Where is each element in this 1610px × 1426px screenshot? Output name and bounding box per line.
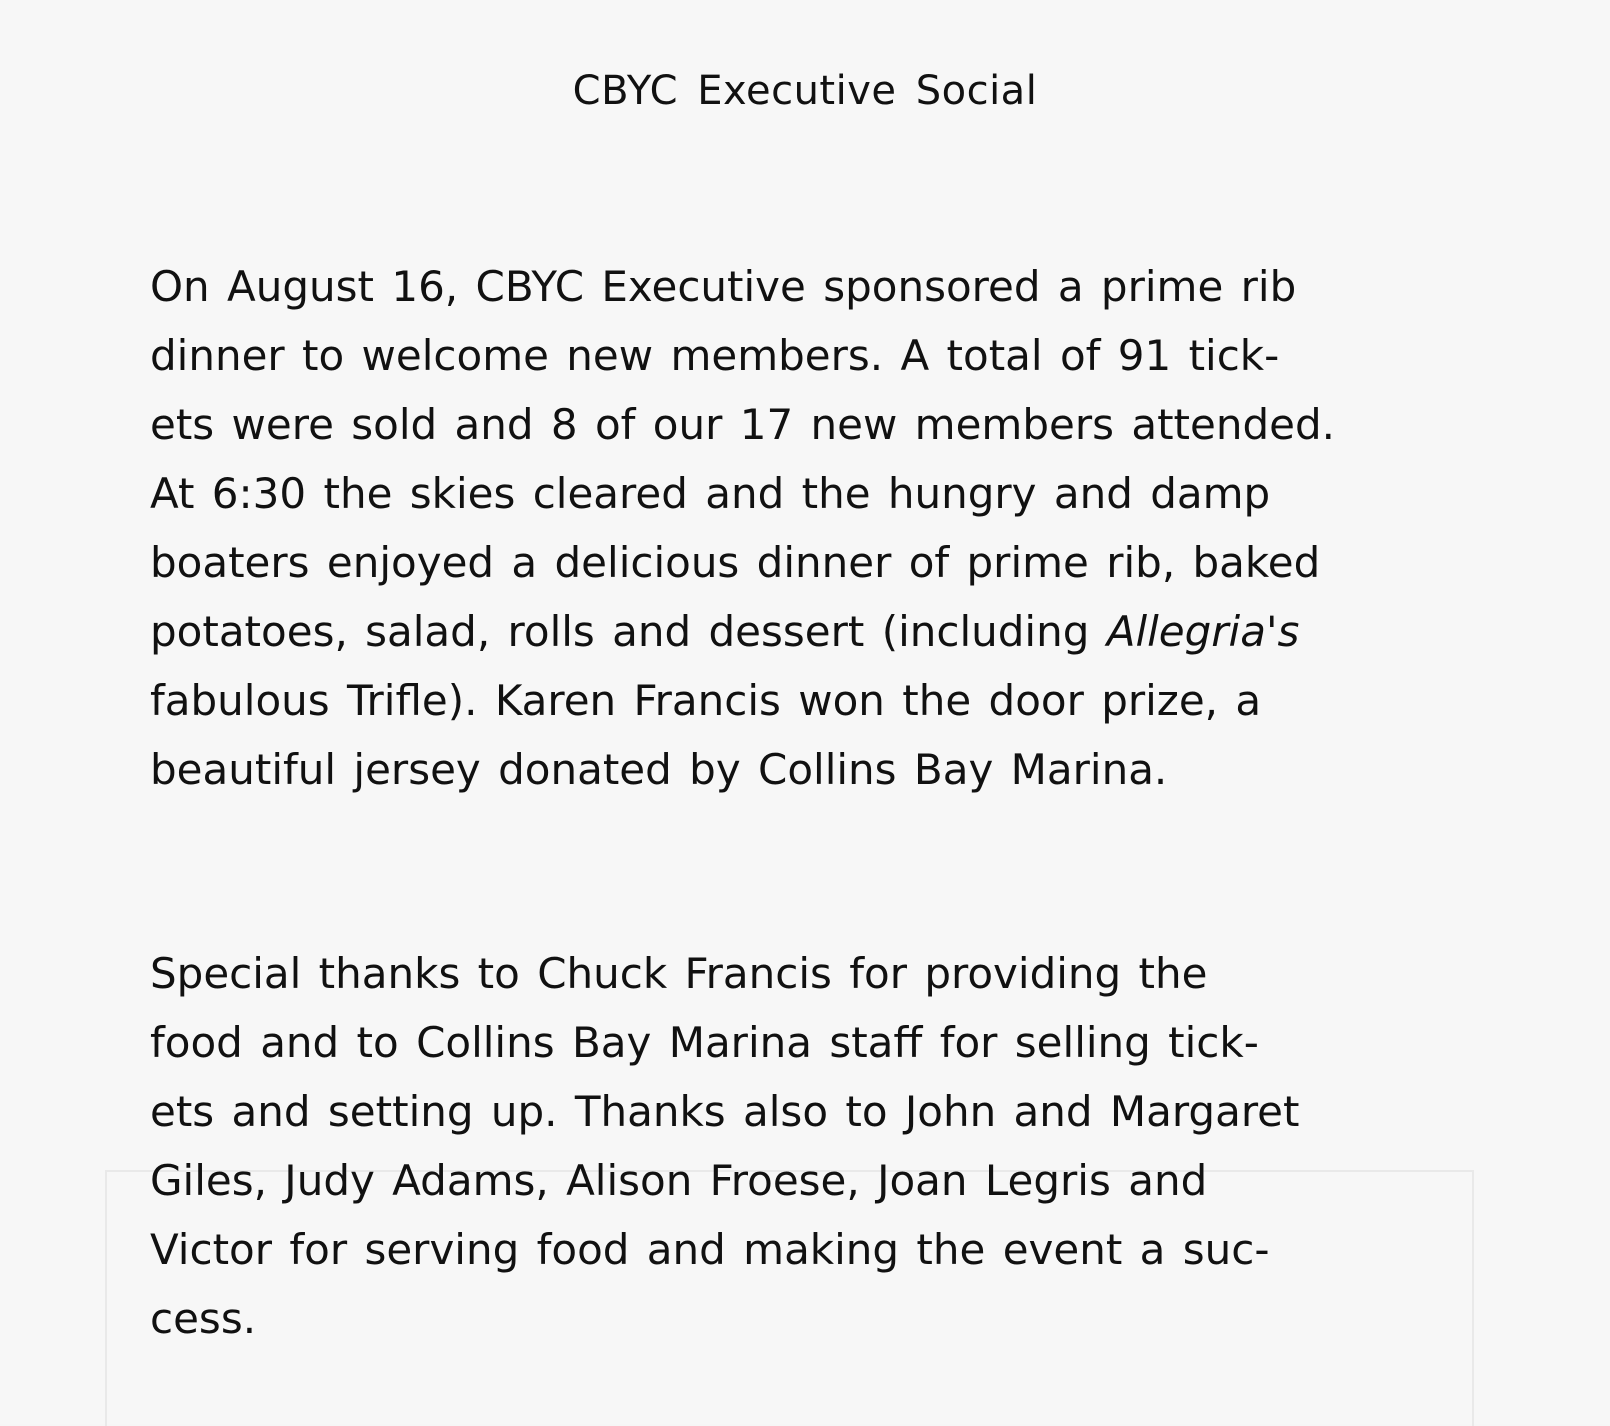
text-line: dinner to welcome new members. A total of 91 tick-: [150, 331, 1280, 380]
paragraph-event-summary: [150, 252, 1450, 804]
boat-name: Allegria's: [1106, 607, 1300, 656]
text-line: food and to Collins Bay Marina staff for selling tick-: [150, 1018, 1259, 1067]
text-line: cess.: [150, 1294, 257, 1343]
paragraph-thanks: [150, 939, 1450, 1353]
text-line: At 6:30 the skies cleared and the hungry and damp: [150, 469, 1271, 518]
text-segment: potatoes, salad, rolls and dessert (including: [150, 607, 1107, 656]
text-line: Special thanks to Chuck Francis for providing the: [150, 949, 1208, 998]
text-line: fabulous Trifle). Karen Francis won the door prize, a: [150, 676, 1262, 725]
page-title: CBYC Executive Social: [572, 68, 1038, 114]
text-line: beautiful jersey donated by Collins Bay Marina.: [150, 745, 1168, 794]
text-line: boaters enjoyed a delicious dinner of prime rib, baked: [150, 538, 1321, 587]
text-line: [150, 597, 1450, 666]
text-line: Victor for serving food and making the event a suc-: [150, 1225, 1270, 1274]
text-line: Giles, Judy Adams, Alison Froese, Joan Legris and: [150, 1156, 1208, 1205]
text-line: ets were sold and 8 of our 17 new members attended.: [150, 400, 1335, 449]
text-line: ets and setting up. Thanks also to John and Margaret: [150, 1087, 1300, 1136]
text-line: On August 16, CBYC Executive sponsored a prime rib: [150, 262, 1297, 311]
